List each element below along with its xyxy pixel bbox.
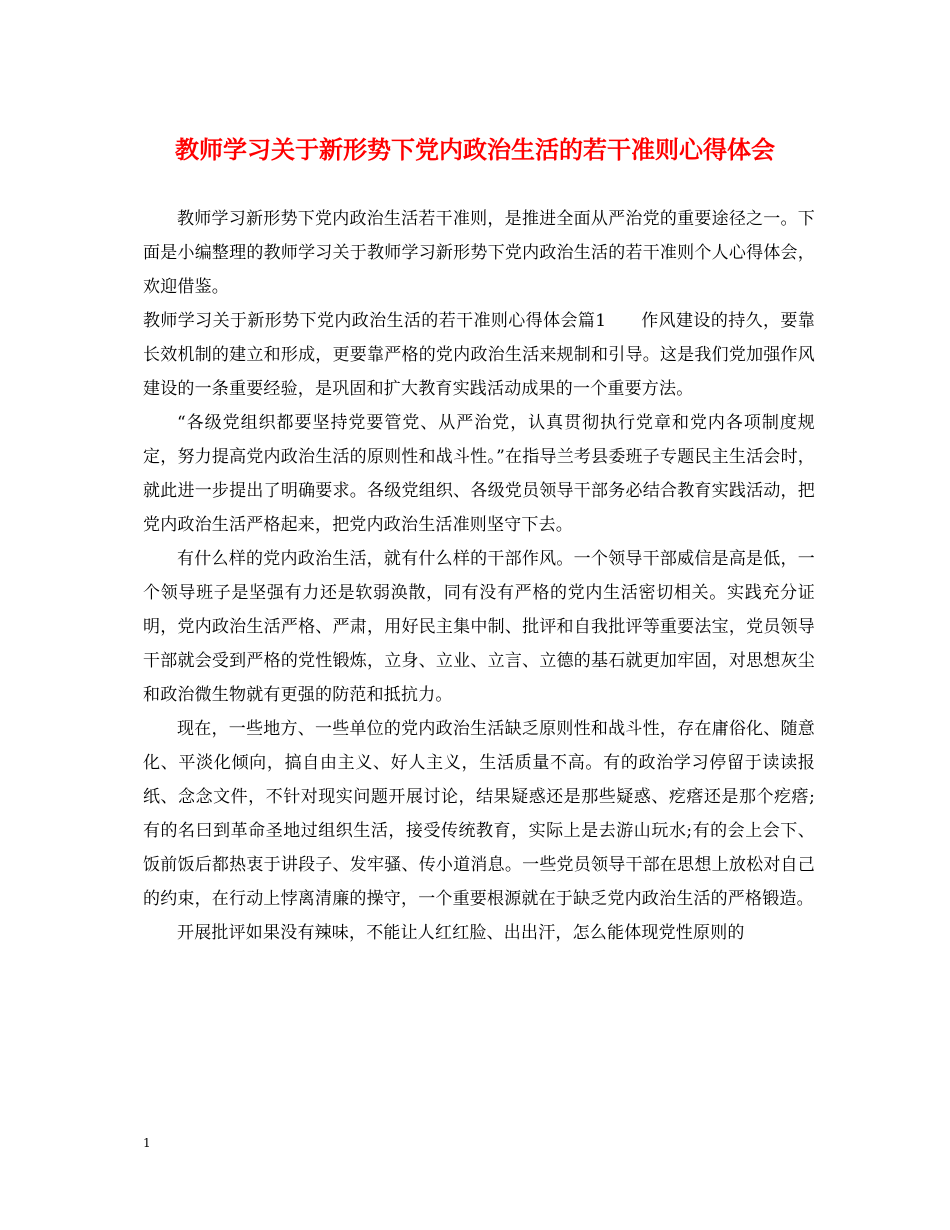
paragraph-section-1: 教师学习关于新形势下党内政治生活的若干准则心得体会篇1 作风建设的持久，要靠长效机制的建立和形成，更要靠严格的党内政治生活来规制和引导。这是我们党加强作风建设的一条重要经验，是巩固和扩大教育实践活动成果的一个重要方法。 bbox=[143, 311, 815, 399]
paragraph-criticism: 开展批评如果没有辣味，不能让人红红脸、出出汗，怎么能体现党性原则的 bbox=[177, 923, 745, 943]
document-body bbox=[143, 202, 815, 950]
page-number: 1 bbox=[143, 1136, 151, 1150]
paragraph-intro: 教师学习新形势下党内政治生活若干准则，是推进全面从严治党的重要途径之一。下面是小编整理的教师学习关于教师学习新形势下党内政治生活的若干准则个人心得体会，欢迎借鉴。 bbox=[143, 209, 815, 297]
paragraph-style: 有什么样的党内政治生活，就有什么样的干部作风。一个领导干部威信是高是低，一个领导班子是坚强有力还是软弱涣散，同有没有严格的党内生活密切相关。实践充分证明，党内政治生活严格、严肃，用好民主集中制、批评和自我批评等重要法宝，党员领导干部就会受到严格的党性锻炼，立身、立业、立言、立德的基石就更加牢固，对思想灰尘和政治微生物就有更强的防范和抵抗力。 bbox=[143, 549, 815, 705]
paragraph-problems: 现在，一些地方、一些单位的党内政治生活缺乏原则性和战斗性，存在庸俗化、随意化、平淡化倾向，搞自由主义、好人主义，生活质量不高。有的政治学习停留于读读报纸、念念文件，不针对现实问题开展讨论，结果疑惑还是那些疑惑、疙瘩还是那个疙瘩;有的名曰到革命圣地过组织生活，接受传统教育，实际上是去游山玩水;有的会上会下、饭前饭后都热衷于讲段子、发牢骚、传小道消息。一些党员领导干部在思想上放松对自己的约束，在行动上悖离清廉的操守，一个重要根源就在于缺乏党内政治生活的严格锻造。 bbox=[143, 719, 815, 909]
document-title: 教师学习关于新形势下党内政治生活的若干准则心得体会 bbox=[175, 135, 775, 164]
paragraph-quote: “各级党组织都要坚持党要管党、从严治党，认真贯彻执行党章和党内各项制度规定，努力提高党内政治生活的原则性和战斗性。”在指导兰考县委班子专题民主生活会时，就此进一步提出了明确要求。各级党组织、各级党员领导干部务必结合教育实践活动，把党内政治生活严格起来，把党内政治生活准则坚守下去。 bbox=[143, 413, 815, 535]
